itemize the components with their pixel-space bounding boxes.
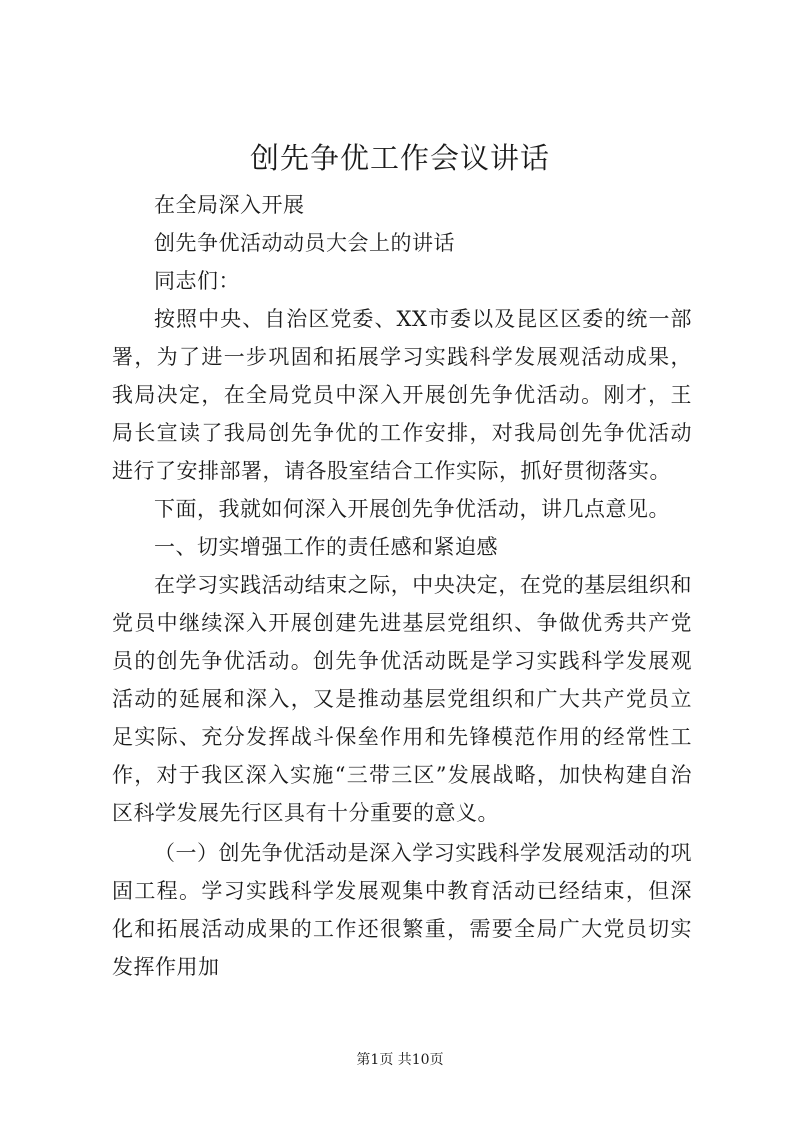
document-body [112,186,692,986]
page-footer: 第1页 共10页 [356,1052,444,1068]
paragraph-section-1-body: 在学习实践活动结束之际，中央决定，在党的基层组织和党员中继续深入开展创建先进基层党组织、争做优秀共产党员的创先争优活动。创先争优活动既是学习实践科学发展观活动的延展和深入，又是推动基层党组织和广大共产党员立足实际、充分发挥战斗保垒作用和先锋模范作用的经常性工作，对于我区深入实施“三带三区”发展战略，加快构建自治区科学发展先行区具有十分重要的意义。 [112,573,692,825]
document-title: 创先争优工作会议讲话 [249,141,550,175]
paragraph-subsection-1: （一）创先争优活动是深入学习实践科学发展观活动的巩固工程。学习实践科学发展观集中教育活动已经结束，但深化和拓展活动成果的工作还很繁重，需要全局广大党员切实发挥作用加 [112,841,692,979]
paragraph-transition: 下面，我就如何深入开展创先争优活动，讲几点意见。 [154,497,670,521]
paragraph-heading-line-2: 创先争优活动动员大会上的讲话 [154,231,455,255]
paragraph-heading-line-1: 在全局深入开展 [154,193,305,217]
paragraph-salutation: 同志们： [154,269,240,293]
section-heading-1: 一、切实增强工作的责任感和紧迫感 [154,535,498,559]
paragraph-intro: 按照中央、自治区党委、XX市委以及昆区区委的统一部署，为了进一步巩固和拓展学习实践科学发展观活动成果，我局决定，在全局党员中深入开展创先争优活动。刚才，王局长宣读了我局创先争优的工作安排，对我局创先争优活动进行了安排部署，请各股室结合工作实际，抓好贯彻落实。 [112,307,692,483]
